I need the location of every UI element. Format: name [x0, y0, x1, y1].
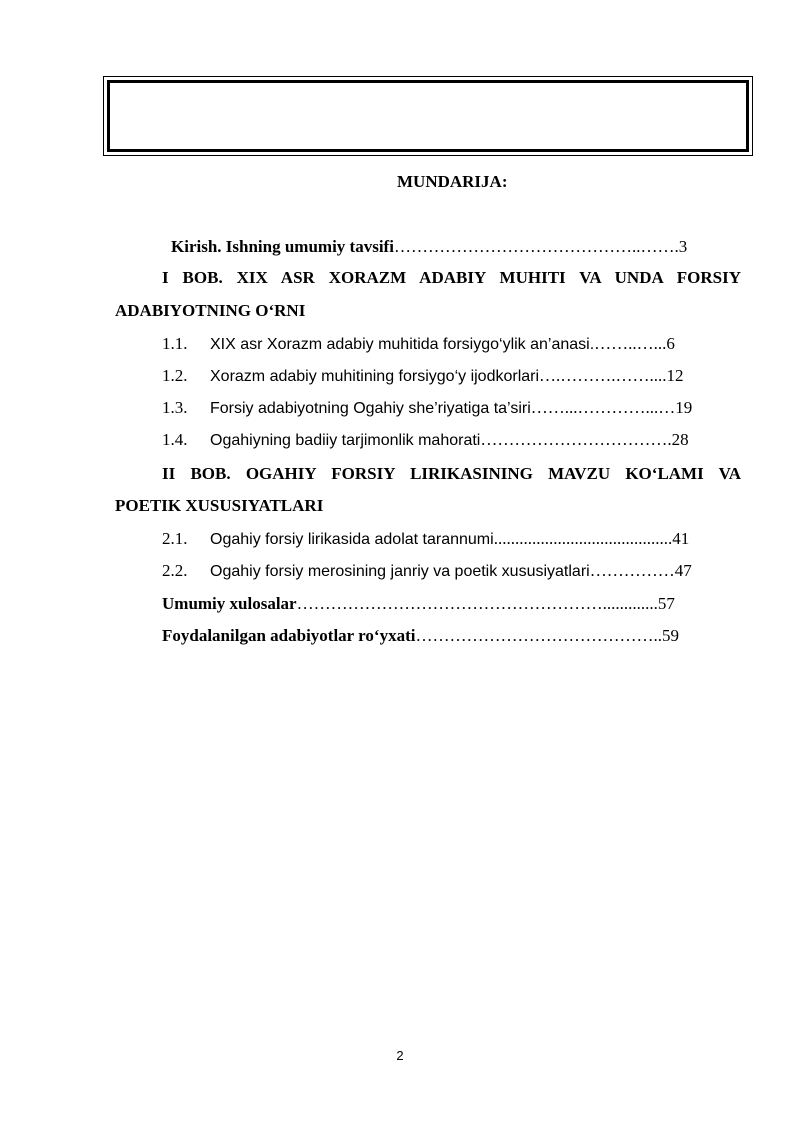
- header-frame-inner: [107, 80, 749, 152]
- section-label: Forsiy adabiyotning Ogahiy she’riyatiga ta’siri: [210, 400, 531, 417]
- section-number: 2.1.: [162, 529, 188, 548]
- toc-entry-1-2[interactable]: [162, 366, 684, 387]
- toc-leader: ……………………………………………….............: [296, 594, 658, 613]
- toc-entry-conclusion[interactable]: [162, 594, 675, 614]
- toc-entry-1-4[interactable]: [162, 430, 689, 451]
- toc-title: MUNDARIJA:: [397, 172, 508, 191]
- section-number: 1.1.: [162, 334, 188, 353]
- section-label: XIX asr Xorazm adabiy muhitida forsiygo‘ylik an’anasi.: [210, 336, 595, 353]
- toc-page-number: 59: [661, 626, 679, 645]
- section-number: 1.2.: [162, 366, 188, 385]
- toc-entry-label: Foydalanilgan adabiyotlar ro‘yxati: [162, 626, 416, 645]
- toc-leader: ……………………………………..…….: [393, 237, 679, 256]
- toc-page-number: 47: [674, 561, 692, 580]
- page-number: 2: [396, 1048, 404, 1063]
- toc-entry-2-1[interactable]: [162, 529, 689, 550]
- section-number: 1.3.: [162, 398, 188, 417]
- toc-page-number: 6: [666, 334, 675, 353]
- chapter-1-heading-line2[interactable]: ADABIYOTNING O‘RNI: [115, 301, 306, 320]
- toc-leader: …………………………….: [480, 430, 672, 449]
- toc-entry-references[interactable]: [162, 626, 679, 646]
- toc-leader: ……………………………………..: [415, 626, 662, 645]
- toc-page-number: 12: [666, 366, 684, 385]
- toc-page-number: 3: [678, 237, 688, 256]
- toc-leader: ….……….……....: [539, 366, 667, 385]
- toc-leader: ……………: [589, 561, 675, 580]
- chapter-1-heading-line1[interactable]: I BOB. XIX ASR XORAZM ADABIY MUHITI VA UNDA FORSIY: [162, 268, 741, 287]
- toc-leader: ……..…...: [594, 334, 667, 353]
- section-label: Ogahiy forsiy lirikasida adolat tarannumi: [210, 531, 494, 548]
- chapter-2-heading-line1[interactable]: II BOB. OGAHIY FORSIY LIRIKASINING MAVZU KO‘LAMI VA: [162, 464, 741, 483]
- toc-entry-2-2[interactable]: [162, 561, 692, 582]
- toc-page-number: 41: [672, 529, 690, 548]
- section-number: 2.2.: [162, 561, 188, 580]
- toc-page-number: 57: [657, 594, 675, 613]
- section-label: Xorazm adabiy muhitining forsiygo‘y ijodkorlari: [210, 368, 540, 385]
- toc-entry-label: Umumiy xulosalar: [162, 594, 297, 613]
- toc-entry-1-3[interactable]: [162, 398, 692, 419]
- chapter-2-heading-line2[interactable]: POETIK XUSUSIYATLARI: [115, 496, 324, 515]
- toc-leader: ……...…………...…: [530, 398, 676, 417]
- toc-entry-intro[interactable]: [171, 237, 687, 257]
- toc-entry-1-1[interactable]: [162, 334, 675, 355]
- toc-page-number: 19: [675, 398, 693, 417]
- header-frame: [103, 76, 753, 156]
- toc-entry-label: Kirish. Ishning umumiy tavsifi: [171, 237, 394, 256]
- toc-leader: ..........................................: [493, 529, 673, 548]
- section-label: Ogahiyning badiiy tarjimonlik mahorati: [210, 432, 481, 449]
- section-number: 1.4.: [162, 430, 188, 449]
- toc-page-number: 28: [671, 430, 689, 449]
- section-label: Ogahiy forsiy merosining janriy va poetik xususiyatlari: [210, 563, 590, 580]
